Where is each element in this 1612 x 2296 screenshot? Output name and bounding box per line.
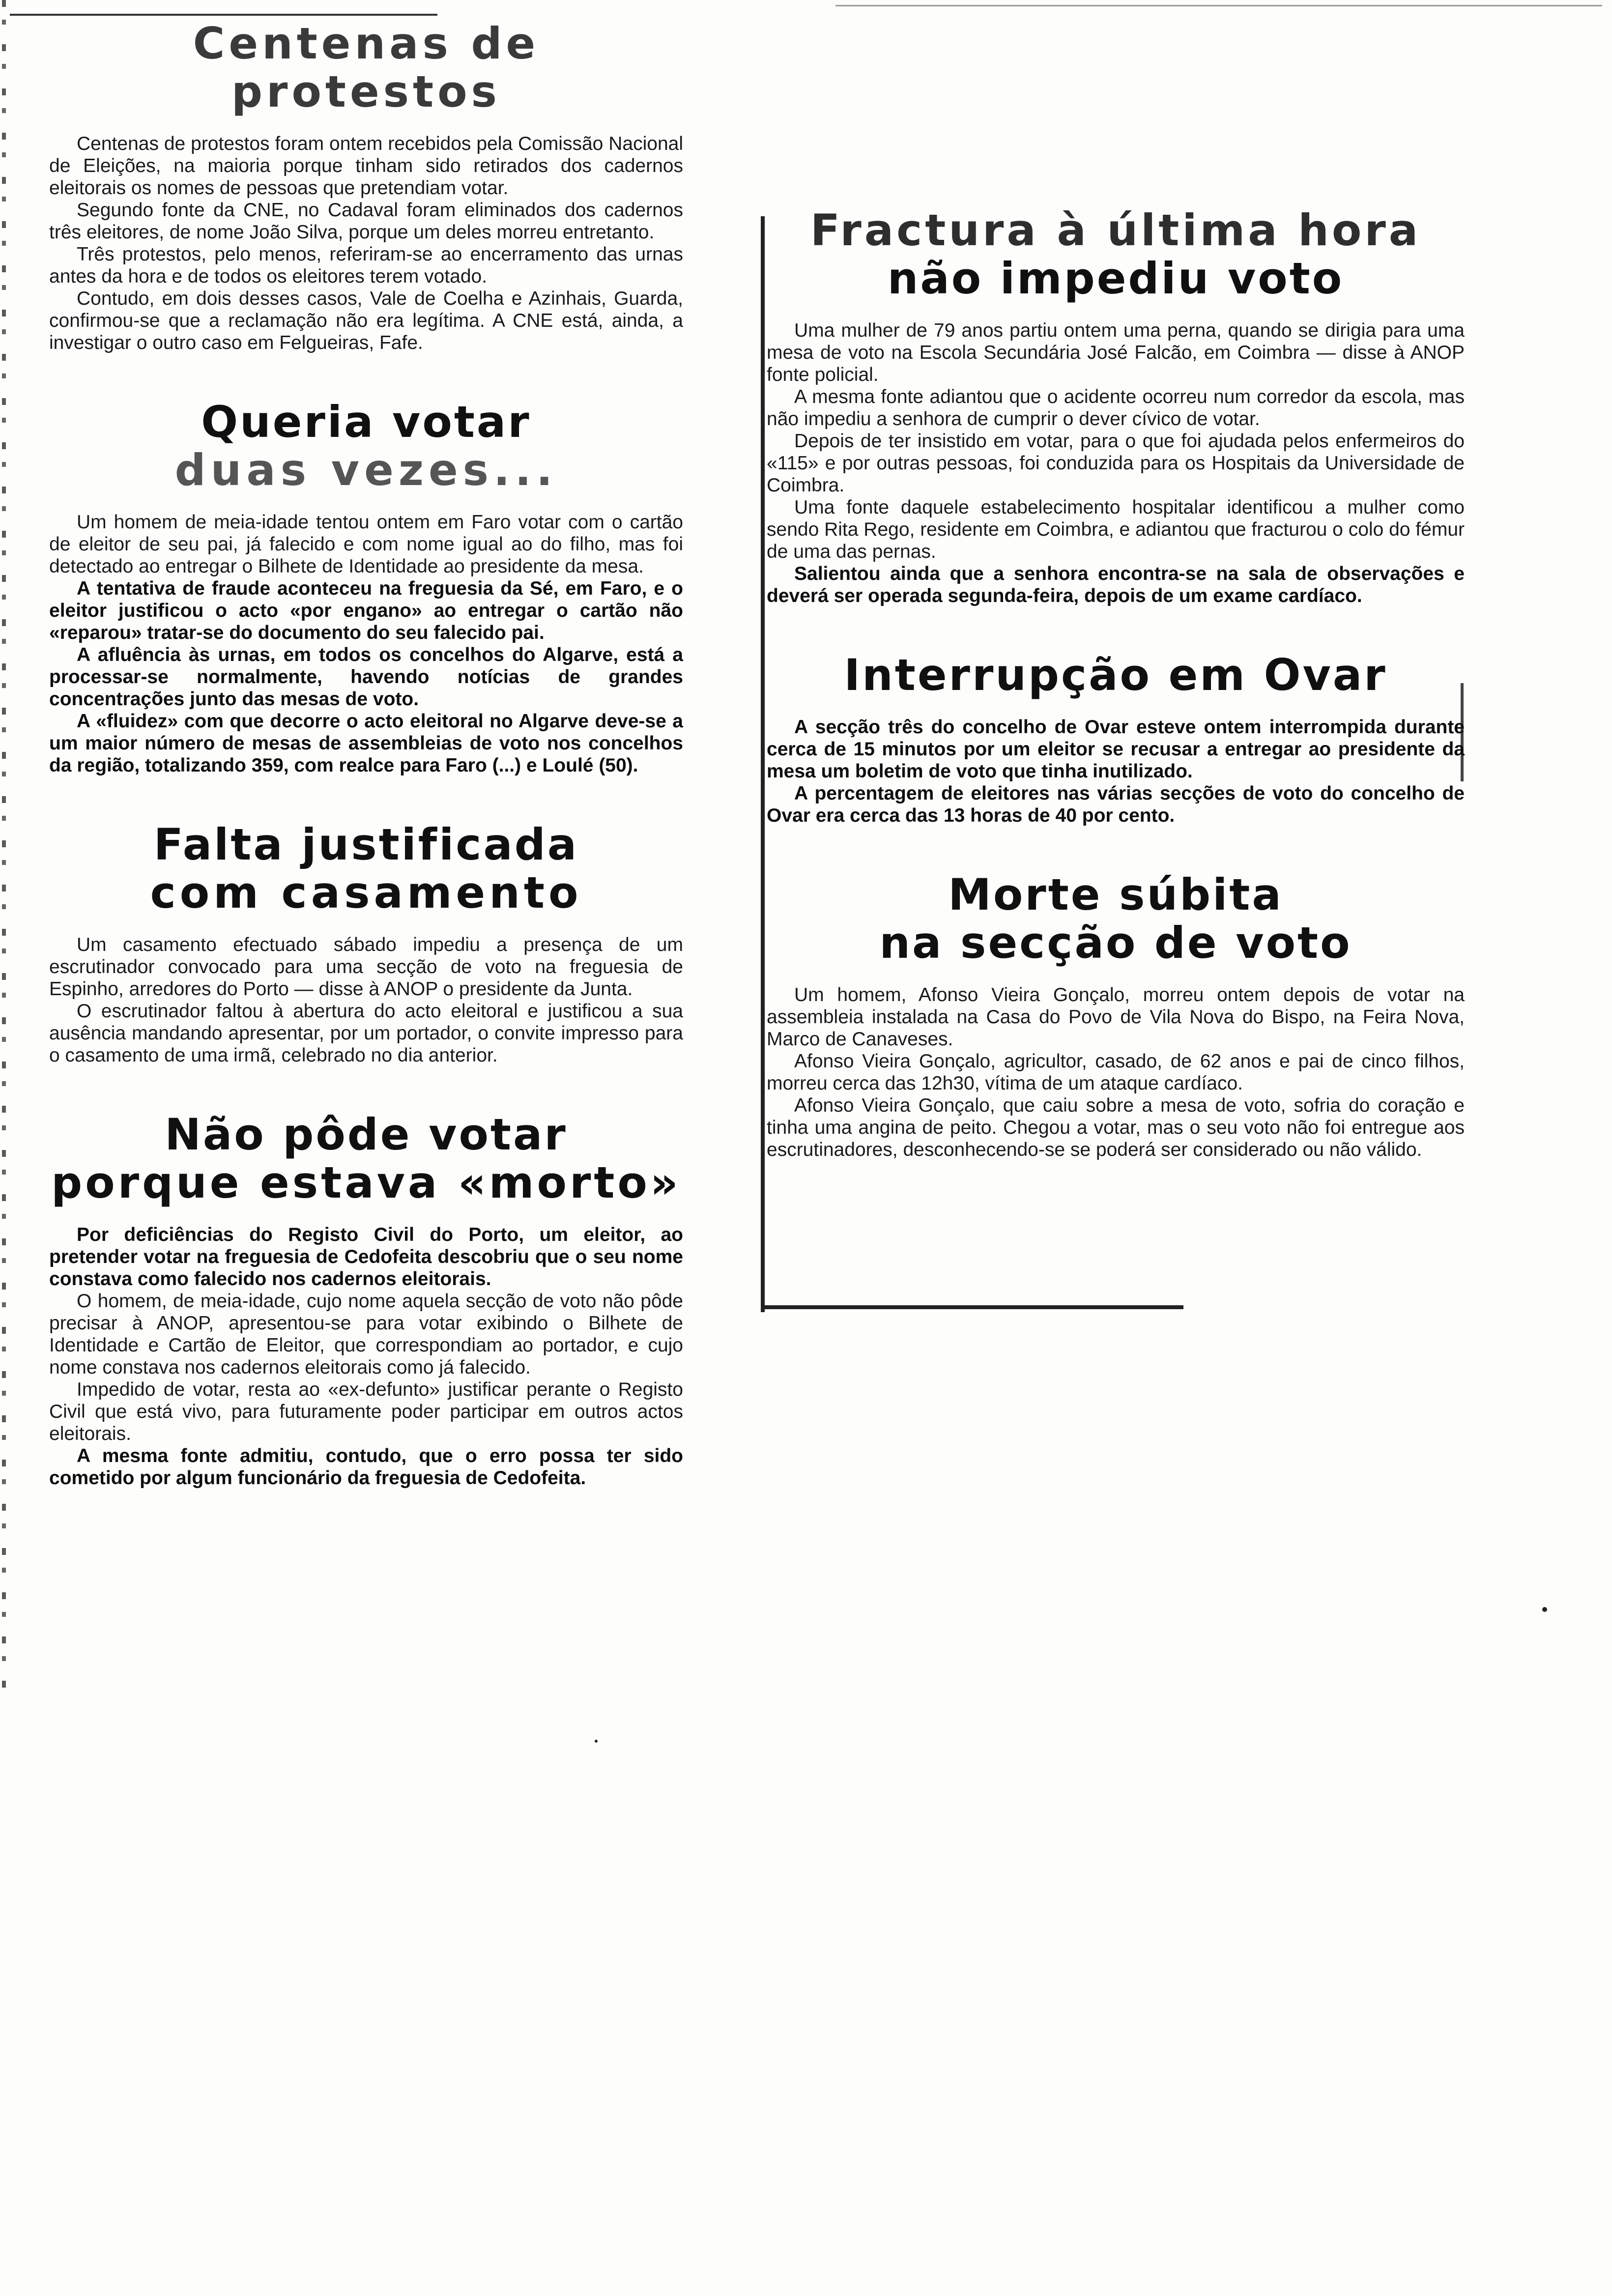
headline-line: na secção de voto bbox=[879, 918, 1352, 968]
headline-line: Centenas de protestos bbox=[193, 18, 540, 117]
top-rule-left bbox=[10, 14, 437, 16]
headline bbox=[49, 1111, 683, 1207]
article-falta-justificada bbox=[49, 821, 683, 1066]
headline bbox=[767, 206, 1465, 303]
headline bbox=[767, 871, 1465, 967]
article-morte-subita bbox=[767, 871, 1465, 1161]
headline-line: porque estava «morto» bbox=[51, 1157, 681, 1208]
paragraph: A afluência às urnas, em todos os concelhos do Algarve, está a processar-se normalmente, havendo notícias de grandes concentrações junto das mesas de voto. bbox=[49, 644, 683, 710]
paragraph: Por deficiências do Registo Civil do Porto, um eleitor, ao pretender votar na freguesia de Cedofeita descobriu que o seu nome constava como falecido nos cadernos eleitorais. bbox=[49, 1224, 683, 1290]
headline-line: Interrupção em Ovar bbox=[844, 650, 1387, 700]
scan-speck bbox=[1542, 1607, 1547, 1612]
headline bbox=[49, 398, 683, 494]
column-border-left bbox=[761, 216, 765, 1312]
paragraph: Centenas de protestos foram ontem recebidos pela Comissão Nacional de Eleições, na maioria porque tinham sido retirados dos cadernos eleitorais os nomes de pessoas que pretendiam votar. bbox=[49, 133, 683, 199]
paragraph: Salientou ainda que a senhora encontra-se na sala de observações e deverá ser operada segunda-feira, depois de um exame cardíaco. bbox=[767, 563, 1465, 606]
paragraph: Impedido de votar, resta ao «ex-defunto» justificar perante o Registo Civil que está vivo, para futuramente poder participar em outros actos eleitorais. bbox=[49, 1379, 683, 1444]
paragraph: Uma fonte daquele estabelecimento hospitalar identificou a mulher como sendo Rita Rego, residente em Coimbra, e adiantou que fracturou o colo do fémur de uma das pernas. bbox=[767, 497, 1465, 562]
paragraph: Contudo, em dois desses casos, Vale de Coelha e Azinhais, Guarda, confirmou-se que a reclamação não era legítima. A CNE está, ainda, a investigar o outro caso em Felgueiras, Fafe. bbox=[49, 288, 683, 353]
paragraph: Afonso Vieira Gonçalo, que caiu sobre a mesa de voto, sofria do coração e tinha uma angina de peito. Chegou a votar, mas o seu voto não foi entregue aos escrutinadores, desconhecendo-se se poderá ser considerado ou não válido. bbox=[767, 1095, 1465, 1160]
headline-line: Morte súbita bbox=[948, 869, 1283, 920]
paragraph: A percentagem de eleitores nas várias secções de voto do concelho de Ovar era cerca das 13 horas de 40 por cento. bbox=[767, 783, 1465, 826]
top-rule-right bbox=[835, 5, 1602, 6]
paragraph: Depois de ter insistido em votar, para o que foi ajudada pelos enfermeiros do «115» e por outras pessoas, foi conduzida para os Hospitais da Universidade de Coimbra. bbox=[767, 430, 1465, 496]
article-fractura bbox=[767, 206, 1465, 607]
headline-line: Falta justificada bbox=[153, 819, 579, 870]
headline-line: duas vezes... bbox=[174, 445, 558, 495]
paragraph: O homem, de meia-idade, cujo nome aquela secção de voto não pôde precisar à ANOP, apresentou-se para votar exibindo o Bilhete de Identidade e Cartão de Eleitor, que correspondiam ao portador, e cujo nome constava nos cadernos eleitorais como já falecido. bbox=[49, 1291, 683, 1378]
headline-line: com casamento bbox=[150, 867, 582, 918]
paragraph: Afonso Vieira Gonçalo, agricultor, casado, de 62 anos e pai de cinco filhos, morreu cerca das 12h30, vítima de um ataque cardíaco. bbox=[767, 1051, 1465, 1094]
headline-line: Fractura à última hora bbox=[810, 205, 1421, 256]
scan-left-edge bbox=[2, 0, 6, 1691]
paragraph: A tentativa de fraude aconteceu na freguesia da Sé, em Faro, e o eleitor justificou o acto «por engano» ao entregar o cartão não «reparou» tratar-se do documento do seu falecido pai. bbox=[49, 578, 683, 643]
paragraph: A secção três do concelho de Ovar esteve ontem interrompida durante cerca de 15 minutos por um eleitor se recusar a entregar ao presidente da mesa um boletim de voto que tinha inutilizado. bbox=[767, 717, 1465, 782]
paragraph: Um homem, Afonso Vieira Gonçalo, morreu ontem depois de votar na assembleia instalada na Casa do Povo de Vila Nova do Bispo, na Feira Nova, Marco de Canaveses. bbox=[767, 984, 1465, 1050]
headline bbox=[49, 821, 683, 917]
headline bbox=[767, 651, 1465, 699]
headline-line: Não pôde votar bbox=[165, 1109, 568, 1160]
left-column bbox=[49, 20, 683, 1533]
paragraph: Três protestos, pelo menos, referiram-se ao encerramento das urnas antes da hora e de todos os eleitores terem votado. bbox=[49, 244, 683, 287]
right-column bbox=[767, 206, 1465, 1205]
paragraph: A «fluidez» com que decorre o acto eleitoral no Algarve deve-se a um maior número de mesas de assembleias de voto nos concelhos da região, totalizando 359, com realce para Faro (...) e Loulé (50). bbox=[49, 711, 683, 776]
headline bbox=[49, 20, 683, 116]
column-border-bottom bbox=[761, 1305, 1183, 1309]
paragraph: Uma mulher de 79 anos partiu ontem uma perna, quando se dirigia para uma mesa de voto na Escola Secundária José Falcão, em Coimbra — disse à ANOP fonte policial. bbox=[767, 320, 1465, 385]
paragraph: Um casamento efectuado sábado impediu a presença de um escrutinador convocado para uma secção de voto na freguesia de Espinho, arredores do Porto — disse à ANOP o presidente da Junta. bbox=[49, 934, 683, 1000]
article-nao-pode-votar bbox=[49, 1111, 683, 1489]
headline-line: não impediu voto bbox=[887, 253, 1344, 304]
paragraph: A mesma fonte adiantou que o acidente ocorreu num corredor da escola, mas não impediu a senhora de cumprir o dever cívico de votar. bbox=[767, 386, 1465, 430]
scan-speck bbox=[595, 1740, 598, 1743]
article-centenas-de-protestos bbox=[49, 20, 683, 354]
paragraph: Segundo fonte da CNE, no Cadaval foram eliminados dos cadernos três eleitores, de nome João Silva, porque um deles morreu entretanto. bbox=[49, 200, 683, 243]
paragraph: Um homem de meia-idade tentou ontem em Faro votar com o cartão de eleitor de seu pai, já falecido e com nome igual ao do filho, mas foi detectado ao entregar o Bilhete de Identidade ao presidente da mesa. bbox=[49, 512, 683, 577]
headline-line: Queria votar bbox=[201, 397, 531, 447]
article-interrupcao-ovar bbox=[767, 651, 1465, 827]
paragraph: A mesma fonte admitiu, contudo, que o erro possa ter sido cometido por algum funcionário da freguesia de Cedofeita. bbox=[49, 1445, 683, 1489]
paragraph: O escrutinador faltou à abertura do acto eleitoral e justificou a sua ausência mandando apresentar, por um portador, o convite impresso para o casamento de uma irmã, celebrado no dia anterior. bbox=[49, 1001, 683, 1066]
article-queria-votar bbox=[49, 398, 683, 776]
